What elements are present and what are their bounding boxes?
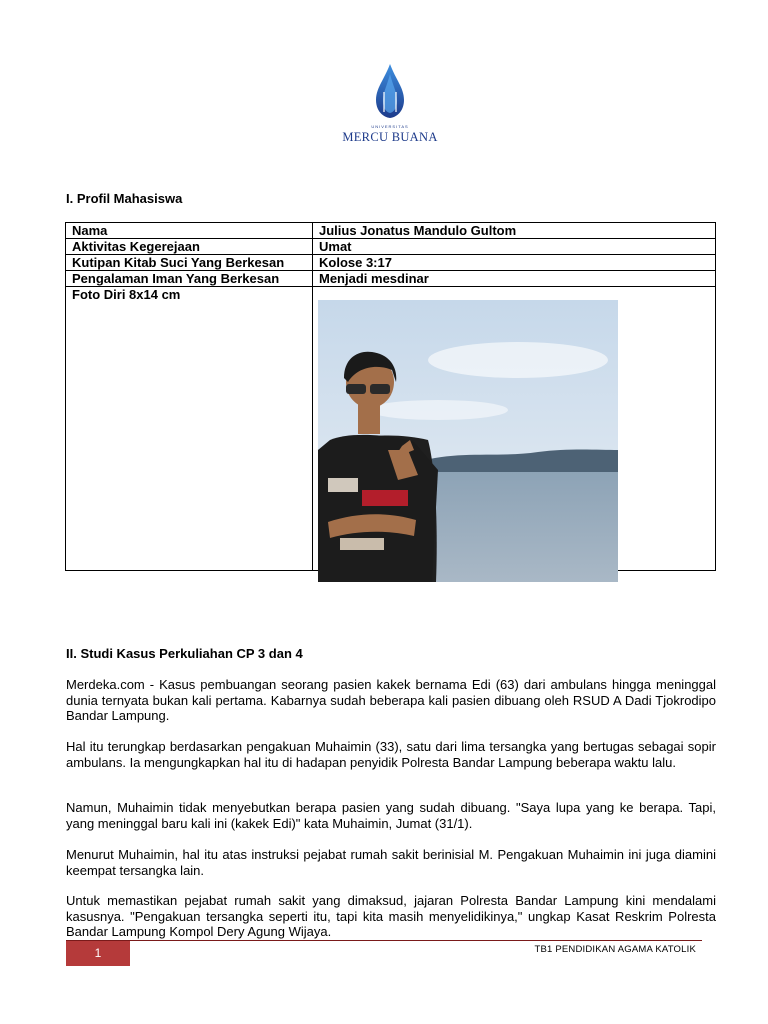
section-title-case-study: II. Studi Kasus Perkuliahan CP 3 dan 4 <box>66 646 303 661</box>
logo-brand-text: MERCU BUANA <box>342 130 438 144</box>
row-label: Pengalaman Iman Yang Berkesan <box>66 271 313 287</box>
university-logo <box>340 62 440 152</box>
row-value: Menjadi mesdinar <box>313 271 716 287</box>
section-title-profile: I. Profil Mahasiswa <box>66 191 183 206</box>
paragraph: Hal itu terungkap berdasarkan pengakuan Muhaimin (33), satu dari lima tersangka yang bertugas sebagai sopir ambulans. Ia mengungkapkan hal itu di hadapan penyidik Polresta Bandar Lampung beberapa waktu lalu. <box>66 739 716 770</box>
paragraph: Merdeka.com - Kasus pembuangan seorang pasien kakek bernama Edi (63) dari ambulans hingga meninggal dunia ternyata bukan kali pertama. Kabarnya sudah beberapa kali pasien dibuang oleh RSUD A Dadi Tjokrodipo Bandar Lampung. <box>66 677 716 723</box>
footer-divider <box>66 940 702 941</box>
logo-university-text: UNIVERSITAS <box>371 124 409 129</box>
row-label: Aktivitas Kegerejaan <box>66 239 313 255</box>
row-value: Julius Jonatus Mandulo Gultom <box>313 223 716 239</box>
row-label: Kutipan Kitab Suci Yang Berkesan <box>66 255 313 271</box>
row-value: Kolose 3:17 <box>313 255 716 271</box>
paragraph: Namun, Muhaimin tidak menyebutkan berapa pasien yang sudah dibuang. "Saya lupa yang ke berapa. Tapi, yang meninggal baru kali ini (kakek Edi)" kata Muhaimin, Jumat (31/1). <box>66 800 716 831</box>
paragraph: Menurut Muhaimin, hal itu atas instruksi pejabat rumah sakit berinisial M. Pengakuan Muhaimin ini juga diamini keempat tersangka lain. <box>66 847 716 878</box>
page-number: 1 <box>66 941 130 966</box>
paragraph: Untuk memastikan pejabat rumah sakit yang dimaksud, jajaran Polresta Bandar Lampung kini mendalami kasusnya. "Pengakuan tersangka seperti itu, tapi kita masih menyelidikinya," ungkap Kasat Reskrim Polresta Bandar Lampung Kompol Dery Agung Wijaya. <box>66 893 716 939</box>
photo-label: Foto Diri 8x14 cm <box>66 287 313 571</box>
table-row <box>66 255 716 271</box>
flame-logo-icon <box>370 62 410 120</box>
student-photo <box>318 300 618 582</box>
row-value: Umat <box>313 239 716 255</box>
table-row <box>66 239 716 255</box>
table-row <box>66 271 716 287</box>
row-label: Nama <box>66 223 313 239</box>
footer-course-title: TB1 PENDIDIKAN AGAMA KATOLIK <box>534 944 696 955</box>
table-row <box>66 223 716 239</box>
